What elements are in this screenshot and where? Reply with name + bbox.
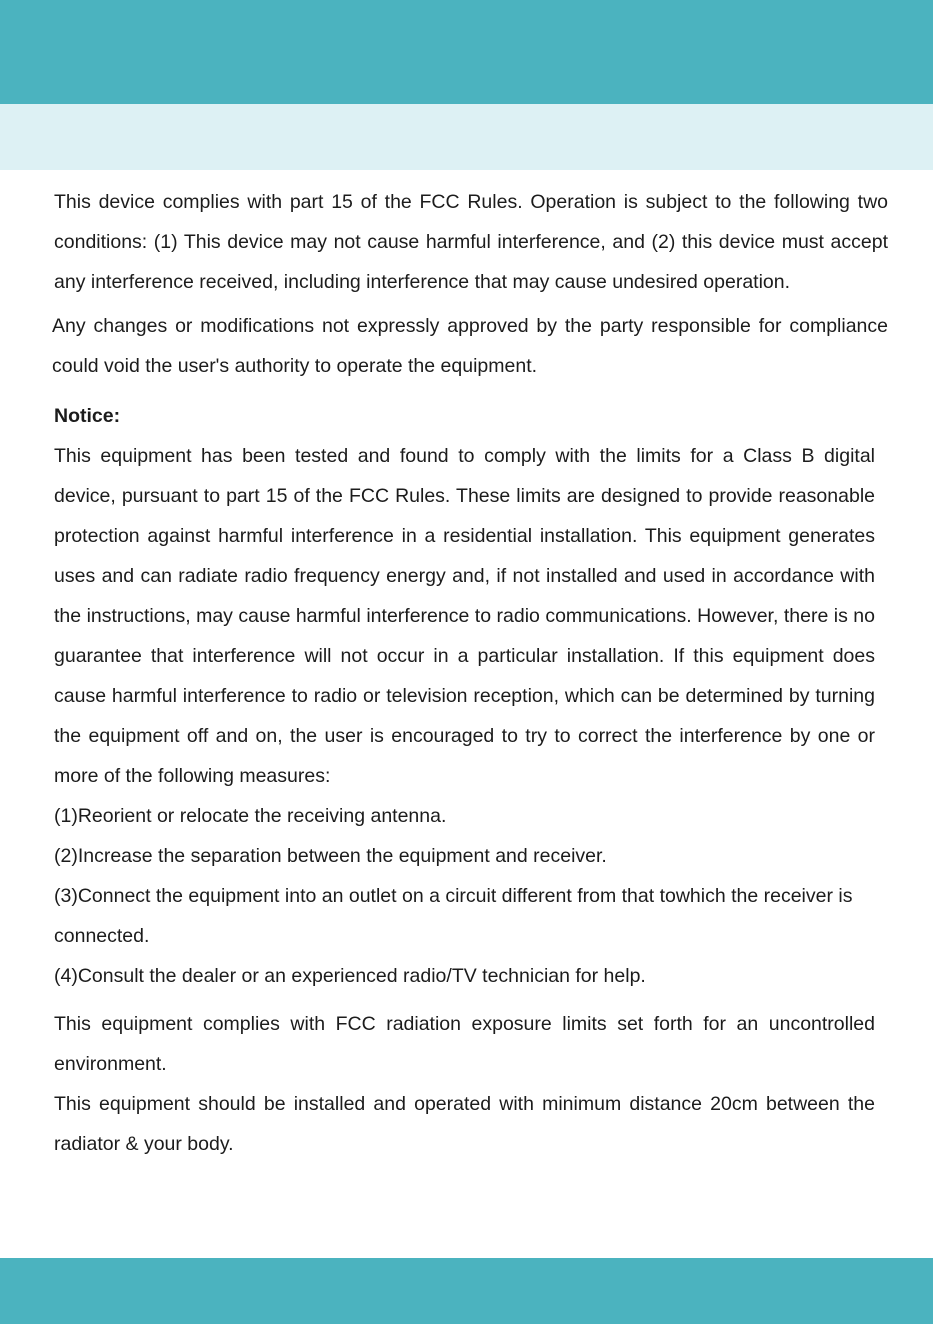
- fcc-compliance-paragraph: This device complies with part 15 of the FCC Rules. Operation is subject to the following two conditions: (1) This device may not cause harmful interference, and (2) this device must accept any interference received, including interference that may cause undesired operation.: [54, 191, 888, 293]
- measure-item-4: (4)Consult the dealer or an experienced radio/TV technician for help.: [54, 965, 646, 987]
- document-body: [54, 182, 888, 1164]
- measure-item-2: (2)Increase the separation between the equipment and receiver.: [54, 845, 607, 867]
- modifications-paragraph: Any changes or modifications not expressly approved by the party responsible for compliance could void the user's authority to operate the equipment.: [52, 315, 888, 377]
- measure-item-3: (3)Connect the equipment into an outlet on a circuit different from that towhich the receiver is connected.: [54, 885, 853, 947]
- footer-band: [0, 1258, 933, 1324]
- header-subband: [0, 104, 933, 170]
- radiation-exposure-paragraph: This equipment complies with FCC radiation exposure limits set forth for an uncontrolled environment.: [54, 1013, 875, 1075]
- minimum-distance-paragraph: This equipment should be installed and operated with minimum distance 20cm between the radiator & your body.: [54, 1093, 875, 1155]
- notice-heading: Notice:: [54, 405, 121, 427]
- header-band: [0, 0, 933, 104]
- measure-item-1: (1)Reorient or relocate the receiving antenna.: [54, 805, 447, 827]
- notice-paragraph: This equipment has been tested and found to comply with the limits for a Class B digital device, pursuant to part 15 of the FCC Rules. These limits are designed to provide reasonable protection against harmful interference in a residential installation. This equipment generates uses and can radiate radio frequency energy and, if not installed and used in accordance with the instructions, may cause harmful interference to radio communications. However, there is no guarantee that interference will not occur in a particular installation. If this equipment does cause harmful interference to radio or television reception, which can be determined by turning the equipment off and on, the user is encouraged to try to correct the interference by one or more of the following measures:: [54, 445, 875, 787]
- measures-list: [54, 796, 875, 996]
